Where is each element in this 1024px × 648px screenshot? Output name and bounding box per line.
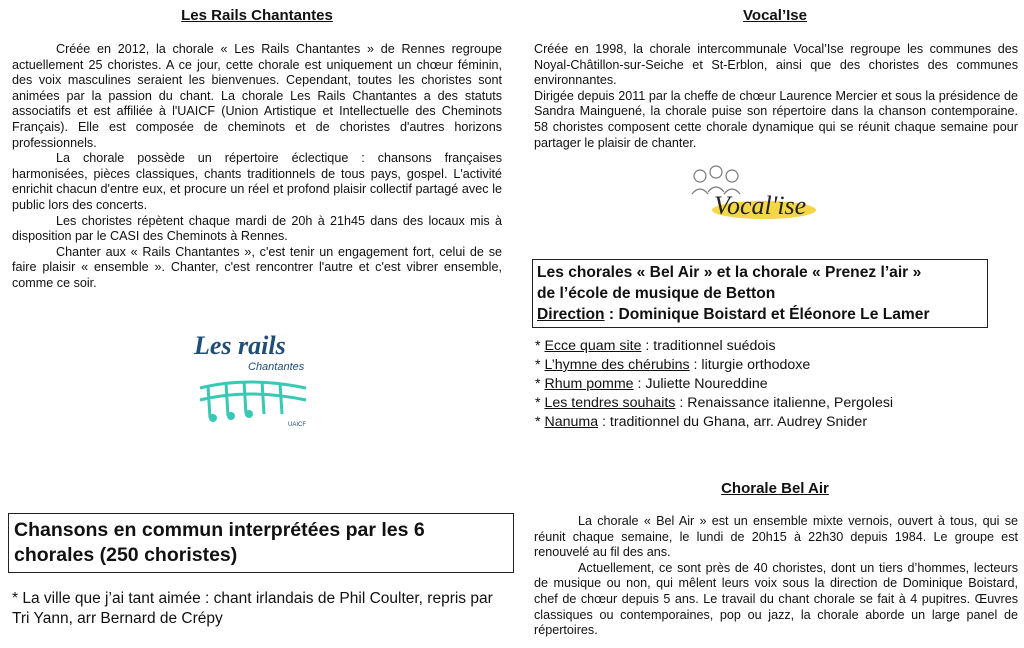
song-desc: : traditionnel suédois (641, 338, 776, 354)
list-item: * Les tendres souhaits : Renaissance italienne, Pergolesi (535, 395, 894, 411)
belair-box-line-2: de l’école de musique de Betton (537, 285, 776, 302)
song-title: Les tendres souhaits (544, 395, 676, 411)
vocalise-paragraph-2: Dirigée depuis 2011 par la cheffe de chœur Laurence Mercier et sous la présidence de Sandra Mainguené, la chorale puise son répertoire dans la chanson contemporaine. 58 choristes composent cette chorale dynamique qui se réunit chaque semaine pour partager le plaisir de chanter. (534, 88, 1018, 150)
belair-heading: Chorale Bel Air (721, 480, 829, 497)
vocalise-body (534, 42, 1018, 151)
song-desc: : liturgie orthodoxe (689, 357, 811, 373)
logo-uaicf-text: UAICF (288, 422, 306, 428)
rails-heading: Les Rails Chantantes (181, 7, 333, 24)
rails-body (12, 42, 502, 292)
list-item: * Rhum pomme : Juliette Noureddine (535, 376, 768, 392)
rails-paragraph-1: Créée en 2012, la chorale « Les Rails Chantantes » de Rennes regroupe actuellement 25 choristes. A ce jour, cette chorale est uniquement un chœur féminin, des voix masculines seraient les bienvenues. Cependant, toutes les choristes sont animées par la passion du chant. La chorale Les Rails Chantantes a des statuts associatifs et est affiliée à l'UAICF (Union Artistique et Intellectuelle des Cheminots Français). Elle est composée de cheminots et de choristes d'autres horizons professionnels. (12, 42, 502, 150)
common-song: * La ville que j’ai tant aimée : chant irlandais de Phil Coulter, repris par Tri Yann, arr Bernard de Crépy (12, 590, 493, 627)
belair-box-direction (537, 304, 983, 325)
belair-song-list (535, 337, 1015, 432)
rails-paragraph-4: Chanter aux « Rails Chantantes », c'est tenir un engagement fort, celui de se faire plaisir « ensemble ». Chanter, c'est rencontrer l'autre et c'est vibrer ensemble, comme ce soir. (12, 244, 502, 290)
song-title: Rhum pomme (544, 376, 634, 392)
logo-vocalise-text: Vocal'ise (714, 191, 807, 220)
logo-notes-icon (209, 410, 253, 422)
vocalise-logo (686, 164, 826, 230)
direction-label: Direction (537, 306, 605, 323)
logo-singers-icon (692, 166, 740, 194)
belair-paragraph-1: La chorale « Bel Air » est un ensemble mixte vernois, ouvert à tous, qui se réunit chaque semaine, le lundi de 20h15 à 22h30 depuis 1984. Le groupe est renouvelé au fil des ans. (534, 514, 1018, 560)
rails-paragraph-2: La chorale possède un répertoire éclectique : chansons françaises harmonisées, pièces classiques, chants traditionnels de tous pays, gospel. L'activité enrichit chacun d'entre eux, et procure un réel et profond plaisir collectif partagé avec le public lors des concerts. (12, 151, 502, 212)
song-desc: : Renaissance italienne, Pergolesi (675, 395, 894, 411)
direction-value: : Dominique Boistard et Éléonore Le Lamer (604, 306, 930, 323)
vocalise-paragraph-1: Créée en 1998, la chorale intercommunale Vocal’Ise regroupe les communes des Noyal-Châtillon-sur-Seiche et St-Erblon, ainsi que des choristes des communes environnantes. (534, 42, 1018, 88)
list-item: * L’hymne des chérubins : liturgie orthodoxe (535, 357, 811, 373)
rails-chantantes-logo (188, 326, 318, 430)
logo-text-chantantes: Chantantes (248, 361, 305, 373)
logo-text-les-rails: Les rails (194, 331, 286, 360)
belair-paragraph-2: Actuellement, ce sont près de 40 choristes, dont un tiers d’hommes, lecteurs de musique ou non, qui mêlent leurs voix sous la direction de Dominique Boistard, chef de chœur depuis 5 ans. Le travail du chant chorale se fait à 4 pupitres. Œuvres classiques ou contemporaines, pop ou jazz, la chorale aborde un large panel de répertoires. (534, 560, 1018, 638)
song-title: Ecce quam site (544, 338, 642, 354)
logo-rails-icon (200, 381, 306, 418)
song-title: Nanuma (544, 414, 599, 430)
song-title: L’hymne des chérubins (544, 357, 690, 373)
belair-betton-box (532, 259, 988, 328)
common-songs-box: Chansons en commun interprétées par les 6 chorales (250 choristes) (8, 513, 514, 573)
song-desc: : traditionnel du Ghana, arr. Audrey Snider (598, 414, 868, 430)
belair-body (534, 514, 1018, 639)
rails-paragraph-3: Les choristes répètent chaque mardi de 20h à 21h45 dans des locaux mis à disposition par le CASI des Cheminots à Rennes. (12, 213, 502, 244)
vocalise-heading: Vocal’Ise (743, 7, 807, 24)
belair-box-line-1: Les chorales « Bel Air » et la chorale « Prenez l’air » (537, 264, 922, 281)
song-desc: : Juliette Noureddine (633, 376, 768, 392)
list-item: * Nanuma : traditionnel du Ghana, arr. Audrey Snider (535, 414, 868, 430)
list-item: * Ecce quam site : traditionnel suédois (535, 338, 776, 354)
